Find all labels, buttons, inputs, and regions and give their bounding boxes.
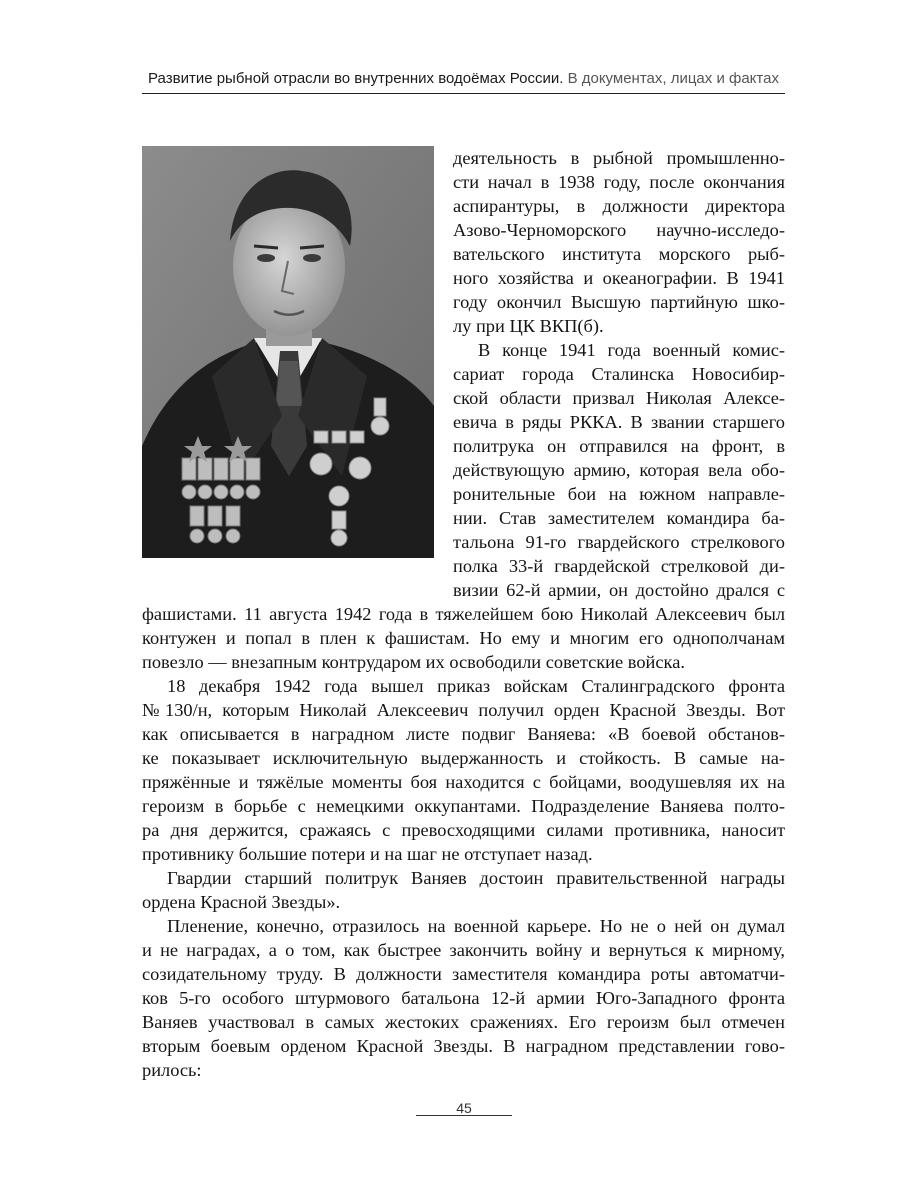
text-line: аспирантуры, в должности директора [453, 196, 785, 216]
text-line: рилось: [142, 1060, 202, 1080]
text-line: тальона 91-го гвардейского стрелкового [453, 532, 785, 552]
text-line: году окончил Высшую партийную шко- [453, 292, 785, 312]
page-number: 45 [456, 1100, 472, 1116]
text-line: Ваняев участвовал в самых жестоких сражениях. Его героизм был отмечен [142, 1012, 785, 1032]
text-line: политрука он отправился на фронт, в [453, 436, 785, 456]
portrait-photo [142, 146, 434, 558]
text-line: героизм в борьбе с немецкими оккупантами. Подразделение Ваняева полто- [142, 796, 785, 816]
text-line: ской области призвал Николая Алексе- [453, 388, 785, 408]
text-line: вторым боевым орденом Красной Звезды. В наградном представлении гово- [142, 1036, 785, 1056]
text-line: лу при ЦК ВКП(б). [453, 316, 604, 336]
portrait-illustration [142, 146, 434, 558]
text-line: 18 декабря 1942 года вышел приказ войскам Сталинградского фронта [167, 676, 785, 696]
text-line: противнику большие потери и на шаг не отступает назад. [142, 844, 593, 864]
header-title: Развитие рыбной отрасли во внутренних водоёмах России. [148, 70, 564, 87]
text-line: евича в ряды РККА. В звании старшего [453, 412, 785, 432]
text-line: фашистами. 11 августа 1942 года в тяжелейшем бою Николай Алексеевич был [142, 604, 785, 624]
running-header [142, 70, 785, 87]
text-line: №130/н, которым Николай Алексеевич получил орден Красной Звезды. Вот [142, 700, 785, 720]
text-line: созидательному труду. В должности заместителя командира роты автоматчи- [142, 964, 785, 984]
header-rule [142, 93, 785, 94]
text-line: ков 5-го особого штурмового батальона 12-й армии Юго-Западного фронта [142, 988, 785, 1008]
text-line: ордена Красной Звезды». [142, 892, 341, 912]
text-line: В конце 1941 года военный комис- [478, 340, 785, 360]
text-line: сариат города Сталинска Новосибир- [453, 364, 785, 384]
text-line: Гвардии старший политрук Ваняев достоин правительственной награды [167, 868, 785, 888]
text-line: сти начал в 1938 году, после окончания [453, 172, 785, 192]
text-line: ке показывает исключительную выдержанность и стойкость. В самые на- [142, 748, 785, 768]
text-line: и не наградах, а о том, как быстрее закончить войну и вернуться к мирному, [142, 940, 785, 960]
text-line: полка 33-й гвардейской стрелковой ди- [453, 556, 785, 576]
text-line: ного хозяйства и океанографии. В 1941 [453, 268, 785, 288]
text-line: вательского института морского рыб- [453, 244, 785, 264]
text-line: Пленение, конечно, отразилось на военной карьере. Но не о ней он думал [167, 916, 785, 936]
text-line: ронительные бои на южном направле- [453, 484, 785, 504]
text-line: повезло — внезапным контрударом их освободили советские войска. [142, 652, 685, 672]
text-line: как описывается в наградном листе подвиг Ваняева: «В боевой обстанов- [142, 724, 785, 744]
text-line: нии. Став заместителем командира ба- [453, 508, 785, 528]
page-number-rule [416, 1115, 512, 1116]
text-line: пряжённые и тяжёлые моменты боя находится с бойцами, воодушевляя их на [142, 772, 785, 792]
text-line: Азово-Черноморского научно-исследо- [453, 220, 785, 240]
header-subtitle: В документах, лицах и фактах [567, 70, 779, 87]
text-line: контужен и попал в плен к фашистам. Но ему и многим его однополчанам [142, 628, 785, 648]
text-line: деятельность в рыбной промышленно- [453, 148, 785, 168]
text-line: действующую армию, которая вела обо- [453, 460, 785, 480]
text-line: визии 62-й армии, он достойно дрался с [453, 580, 785, 600]
text-line: ра дня держится, сражаясь с превосходящими силами противника, наносит [142, 820, 785, 840]
